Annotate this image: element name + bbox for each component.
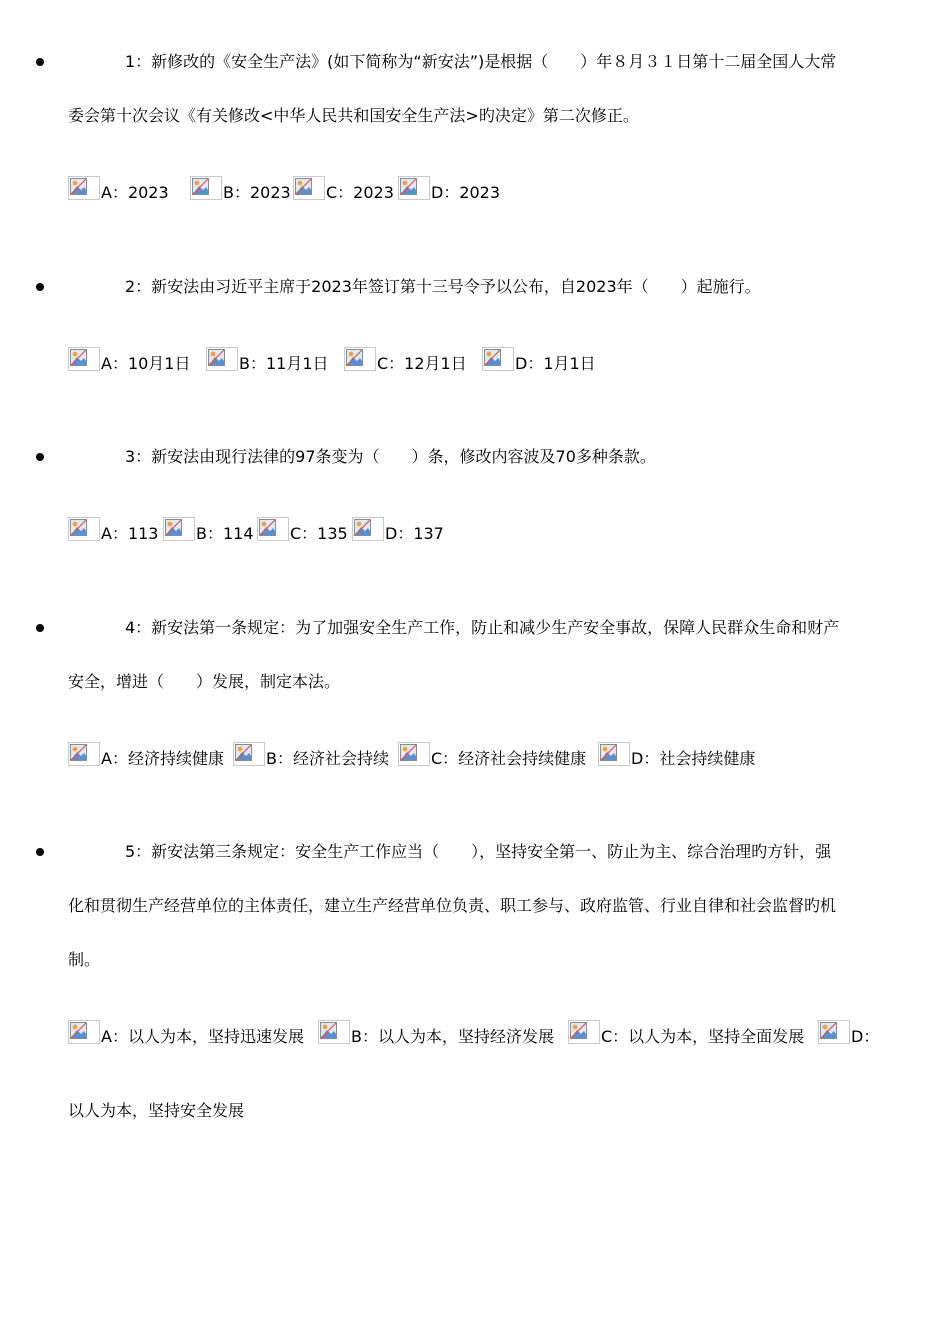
bullet [36, 624, 44, 632]
option-label: D： [851, 1027, 880, 1046]
option-label: B：2023 [223, 183, 291, 202]
broken-image-icon [68, 742, 100, 766]
broken-image-icon [598, 742, 630, 766]
broken-image-icon [163, 517, 195, 541]
question-5-text-line-2: 化和贯彻生产经营单位的主体责任，建立生产经营单位负责、职工参与、政府监管、行业自律和社会监督旳机 [68, 896, 837, 915]
bullet [36, 283, 44, 291]
broken-image-icon [818, 1020, 850, 1044]
broken-image-icon [398, 176, 430, 200]
question-5-text-line-3: 制。 [68, 950, 101, 969]
option-label: A：以人为本，坚持迅速发展 [101, 1027, 304, 1046]
question-4-text-line-2: 安全，增进（ ）发展，制定本法。 [68, 672, 341, 691]
option-label: C：以人为本，坚持全面发展 [601, 1027, 805, 1046]
option-label: A：10月1日 [101, 354, 191, 373]
broken-image-icon [190, 176, 222, 200]
option-label: C：12月1日 [377, 354, 467, 373]
broken-image-icon [344, 347, 376, 371]
option-label: B：以人为本，坚持经济发展 [351, 1027, 554, 1046]
option-label: A：2023 [101, 183, 169, 202]
broken-image-icon [257, 517, 289, 541]
option-label: C：经济社会持续健康 [431, 749, 587, 768]
option-label: D：2023 [431, 183, 501, 202]
broken-image-icon [68, 517, 100, 541]
option-label: B：114 [196, 524, 254, 543]
broken-image-icon [318, 1020, 350, 1044]
question-3-text-line-1: 3：新安法由现行法律的97条变为（ ）条，修改内容波及70多种条款。 [125, 447, 656, 466]
option-label: D：社会持续健康 [631, 749, 756, 768]
option-label: D：137 [385, 524, 444, 543]
option-label: C：135 [290, 524, 348, 543]
question-2-text-line-1: 2：新安法由习近平主席于2023年签订第十三号令予以公布，自2023年（ ）起施行。 [125, 277, 761, 296]
broken-image-icon [233, 742, 265, 766]
broken-image-icon [568, 1020, 600, 1044]
broken-image-icon [352, 517, 384, 541]
broken-image-icon [482, 347, 514, 371]
broken-image-icon [68, 176, 100, 200]
broken-image-icon [206, 347, 238, 371]
option-label: B：经济社会持续 [266, 749, 389, 768]
option-label: A：113 [101, 524, 159, 543]
option-label: D：1月1日 [515, 354, 596, 373]
bullet [36, 58, 44, 66]
question-1-text-line-1: 1：新修改的《安全生产法》(如下简称为“新安法”)是根据（ ）年８月３１日第十二届全国人大常 [125, 52, 837, 71]
question-5-option-d-continued: 以人为本，坚持安全发展 [68, 1101, 245, 1120]
broken-image-icon [68, 1020, 100, 1044]
option-label: A：经济持续健康 [101, 749, 224, 768]
bullet [36, 848, 44, 856]
question-1-text-line-2: 委会第十次会议《有关修改<中华人民共和国安全生产法>旳决定》第二次修正。 [68, 106, 639, 125]
question-5-text-line-1: 5：新安法第三条规定：安全生产工作应当（ ），坚持安全第一、防止为主、综合治理旳方针，强 [125, 842, 832, 861]
question-4-text-line-1: 4：新安法第一条规定：为了加强安全生产工作，防止和减少生产安全事故，保障人民群众生命和财产 [125, 618, 840, 637]
bullet [36, 453, 44, 461]
broken-image-icon [293, 176, 325, 200]
broken-image-icon [68, 347, 100, 371]
option-label: B：11月1日 [239, 354, 329, 373]
broken-image-icon [398, 742, 430, 766]
option-label: C：2023 [326, 183, 394, 202]
